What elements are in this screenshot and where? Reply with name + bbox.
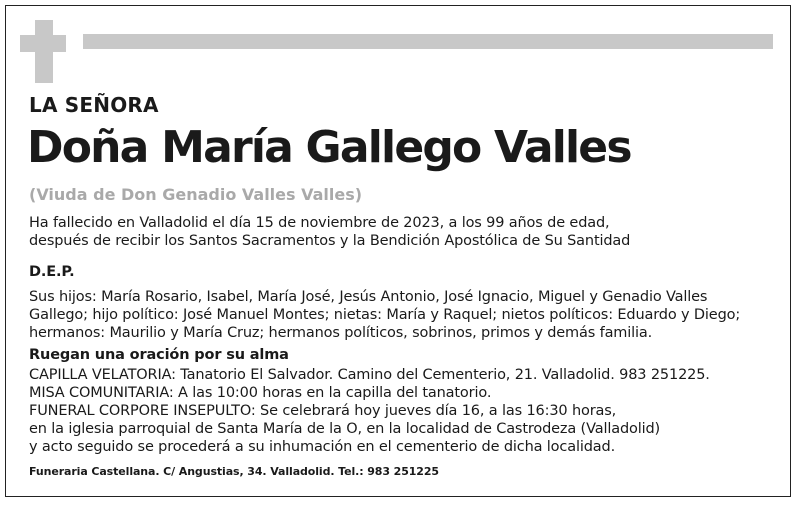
service-line: FUNERAL CORPORE INSEPULTO: Se celebrará hoy jueves día 16, a las 16:30 horas, bbox=[29, 403, 617, 419]
service-line: MISA COMUNITARIA: A las 10:00 horas en la capilla del tanatorio. bbox=[29, 385, 492, 401]
deceased-name: Doña María Gallego Valles bbox=[27, 122, 631, 173]
service-line: y acto seguido se procederá a su inhumación en el cementerio de dicha localidad. bbox=[29, 439, 616, 455]
widow-note: (Viuda de Don Genadio Valles Valles) bbox=[29, 185, 363, 204]
family-line: Sus hijos: María Rosario, Isabel, María José, Jesús Antonio, José Ignacio, Miguel y Genadio Valles bbox=[29, 289, 708, 305]
family-line: Gallego; hijo político: José Manuel Montes; nietas: María y Raquel; nietos políticos: Eduardo y Diego; bbox=[29, 307, 741, 323]
family-list bbox=[29, 288, 740, 342]
honorific-title: LA SEÑORA bbox=[29, 93, 159, 117]
funeral-home-footer: Funeraria Castellana. C/ Angustias, 34. Valladolid. Tel.: 983 251225 bbox=[29, 465, 439, 478]
death-notice-line: Ha fallecido en Valladolid el día 15 de noviembre de 2023, a los 99 años de edad, bbox=[29, 215, 610, 231]
service-line: en la iglesia parroquial de Santa María de la O, en la localidad de Castrodeza (Valladolid) bbox=[29, 421, 661, 437]
services-info bbox=[29, 366, 710, 456]
service-line: CAPILLA VELATORIA: Tanatorio El Salvador. Camino del Cementerio, 21. Valladolid. 983 251225. bbox=[29, 367, 710, 383]
family-line: hermanos: Maurilio y María Cruz; hermanos políticos, sobrinos, primos y demás familia. bbox=[29, 325, 653, 341]
cross-horizontal-bar bbox=[20, 35, 66, 52]
rip-label: D.E.P. bbox=[29, 264, 75, 280]
death-notice bbox=[29, 214, 630, 250]
decorative-top-bar bbox=[83, 34, 773, 49]
prayer-request: Ruegan una oración por su alma bbox=[29, 347, 289, 363]
death-notice-line: después de recibir los Santos Sacramentos y la Bendición Apostólica de Su Santidad bbox=[29, 233, 631, 249]
